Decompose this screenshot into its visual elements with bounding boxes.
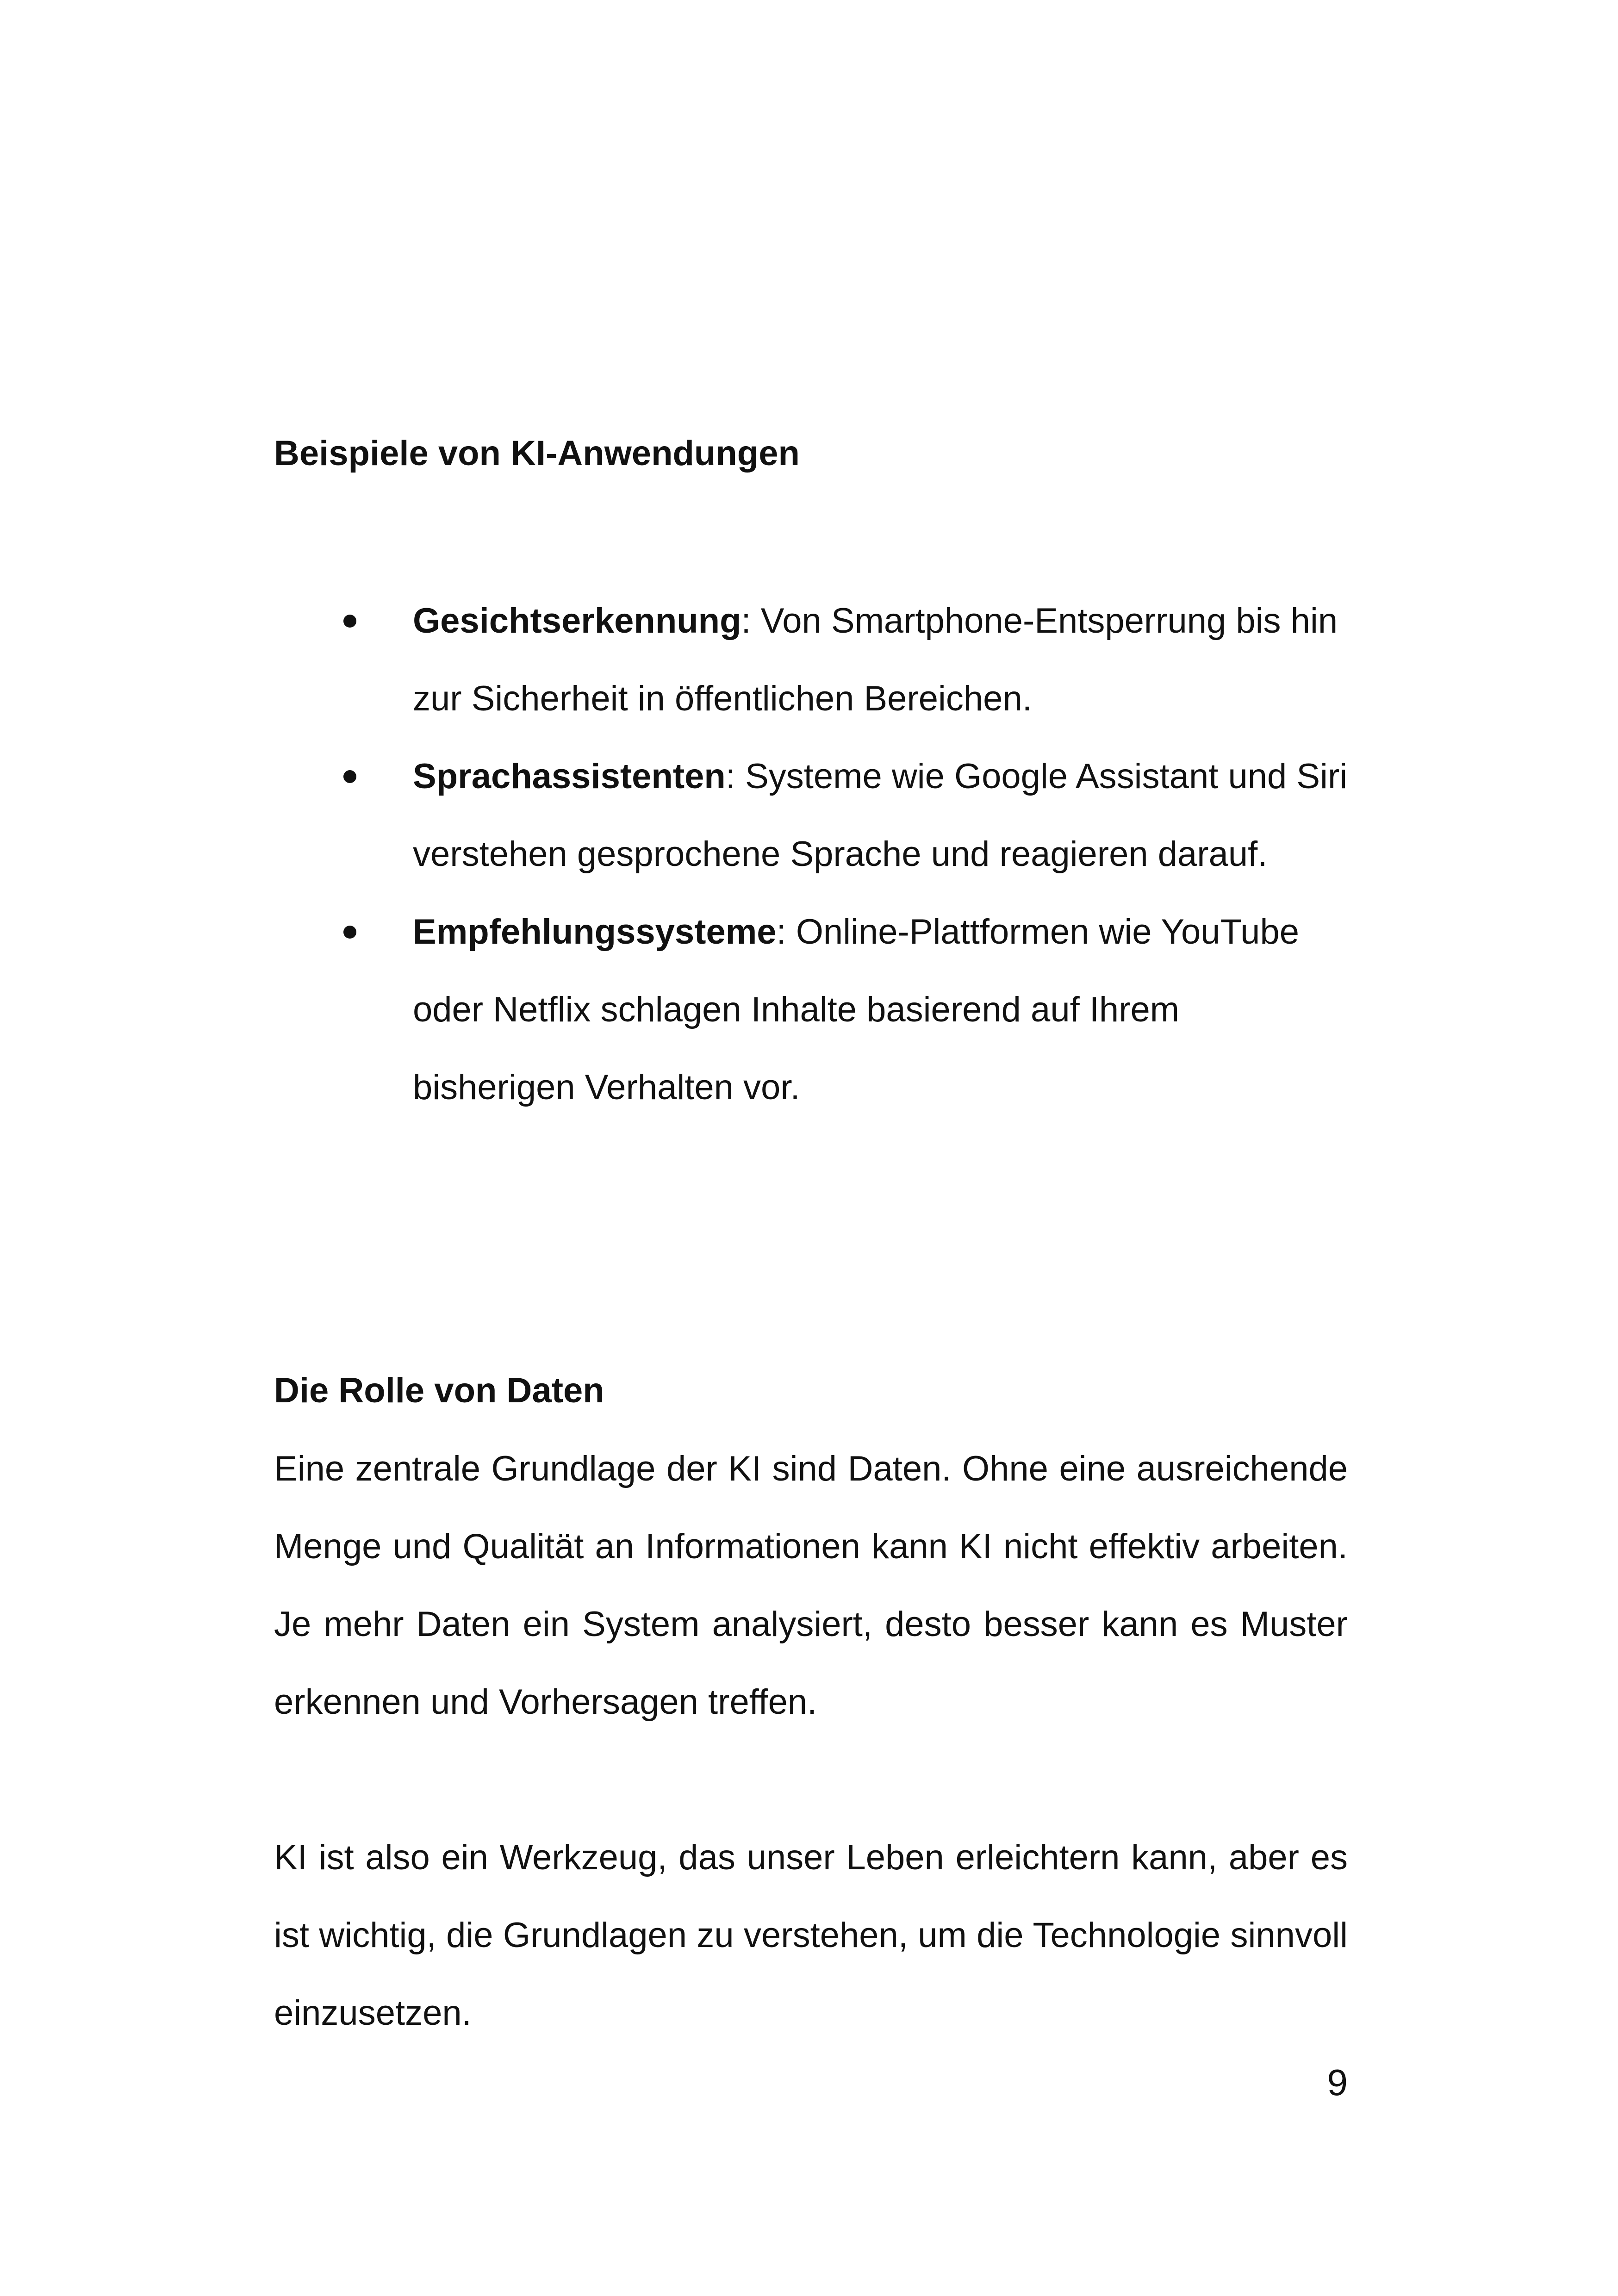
list-item-text: Online-Plattformen wie YouTube oder Netflix schlagen Inhalte basierend auf Ihrem bisherigen Verhalten vor.	[413, 912, 1299, 1107]
page-number: 9	[1327, 2062, 1348, 2103]
paragraph: KI ist also ein Werkzeug, das unser Leben erleichtern kann, aber es ist wichtig, die Grundlagen zu verstehen, um die Technologie sinnvoll einzusetzen.	[274, 1838, 1348, 2033]
list-item	[274, 582, 1348, 738]
list-item-separator: :	[741, 601, 751, 641]
list-item-term: Empfehlungssysteme	[413, 912, 777, 952]
list-item	[274, 738, 1348, 893]
list-item-separator: :	[725, 757, 735, 796]
section-heading-ki-anwendungen: Beispiele von KI-Anwendungen	[274, 434, 800, 473]
bullet-icon	[343, 770, 356, 783]
paragraph: Eine zentrale Grundlage der KI sind Daten. Ohne eine ausreichende Menge und Qualität an Informationen kann KI nicht effektiv arbeiten. Je mehr Daten ein System analysiert, desto besser kann es Muster erkennen und Vorhersagen treffen.	[274, 1449, 1348, 1722]
list-item-term: Gesichtserkennung	[413, 601, 741, 641]
bullet-icon	[343, 615, 356, 628]
list-item-separator: :	[776, 912, 786, 952]
ki-anwendungen-list	[274, 582, 1348, 1126]
list-item-text: Systeme wie Google Assistant und Siri verstehen gesprochene Sprache und reagieren darauf.	[413, 757, 1348, 874]
bullet-icon	[343, 926, 356, 939]
list-item-text: Von Smartphone-Entsperrung bis hin zur Sicherheit in öffentlichen Bereichen.	[413, 601, 1338, 718]
list-item-term: Sprachassistenten	[413, 757, 726, 796]
section-heading-rolle-von-daten: Die Rolle von Daten	[274, 1371, 604, 1410]
list-item	[274, 893, 1348, 1126]
